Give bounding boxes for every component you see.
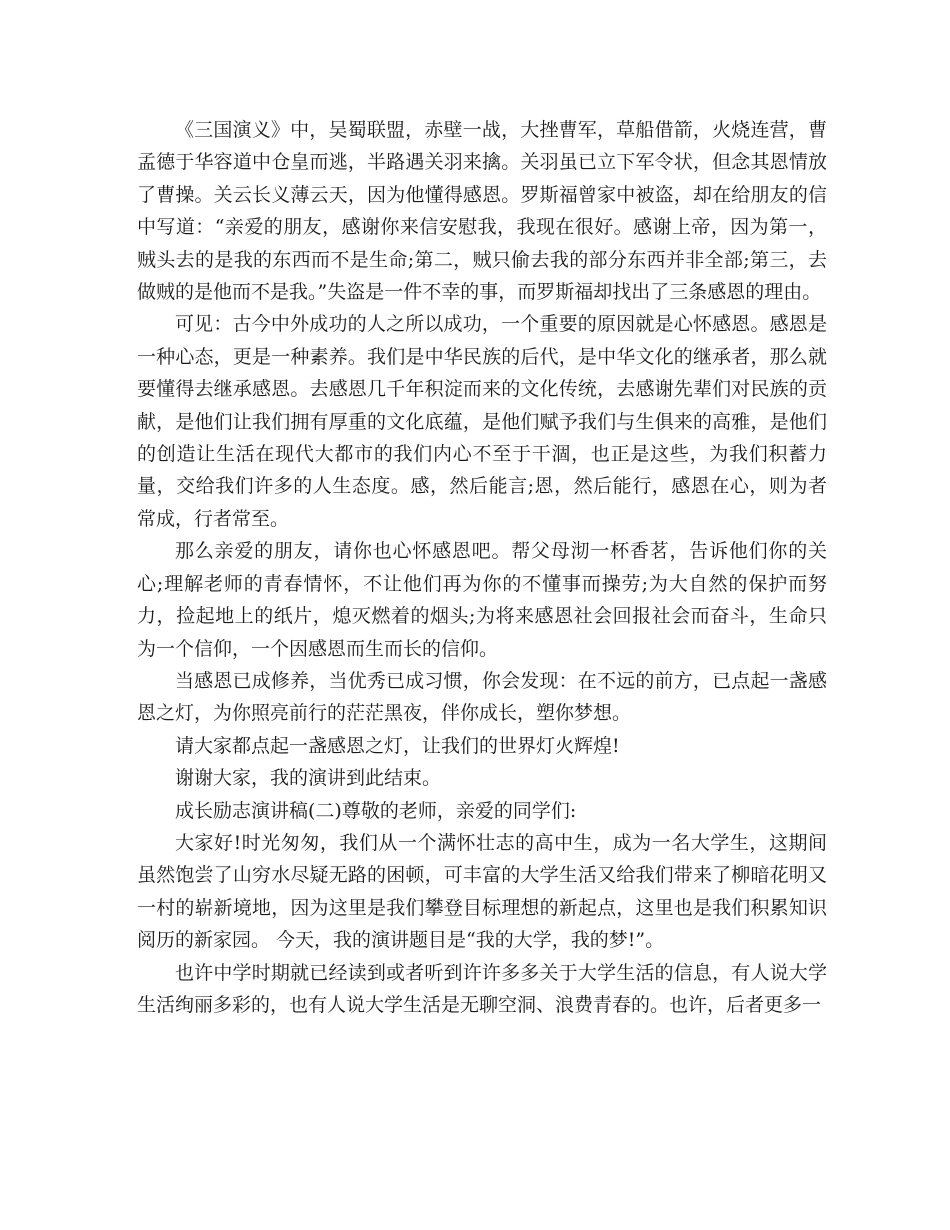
paragraph-7: 成长励志演讲稿(二)尊敬的老师，亲爱的同学们:: [175, 799, 577, 822]
paragraph-6: 谢谢大家，我的演讲到此结束。: [175, 767, 442, 790]
paragraph-3: 那么亲爱的朋友，请你也心怀感恩吧。帮父母沏一杯香茗，告诉他们你的关心;理解老师的青春情怀，不让他们再为你的不懂事而操劳;为大自然的保护而努力，捡起地上的纸片，熄灭燃着的烟头;为将来感恩社会回报社会而奋斗，生命只为一个信仰，一个因感恩而生而长的信仰。: [137, 540, 827, 660]
paragraph-9: 也许中学时期就已经读到或者听到许许多多关于大学生活的信息，有人说大学生活绚丽多彩的，也有人说大学生活是无聊空洞、浪费青春的。也许，后者更多一: [137, 961, 827, 1016]
paragraph-8: 大家好!时光匆匆，我们从一个满怀壮志的高中生，成为一名大学生，这期间虽然饱尝了山穷水尽疑无路的困顿，可丰富的大学生活又给我们带来了柳暗花明又一村的崭新境地，因为这里是我们攀登目标理想的新起点，这里也是我们积累知识阅历的新家园。 今天，我的演讲题目是“我的大学，我的梦!”。: [137, 831, 827, 952]
paragraph-4: 当感恩已成修养，当优秀已成习惯，你会发现：在不远的前方，已点起一盏感恩之灯，为你照亮前行的茫茫黑夜，伴你成长，塑你梦想。: [137, 669, 827, 725]
document-page: [137, 114, 827, 1021]
paragraph-5: 请大家都点起一盏感恩之灯，让我们的世界灯火辉煌!: [175, 734, 620, 757]
paragraph-2: 可见：古今中外成功的人之所以成功，一个重要的原因就是心怀感恩。感恩是一种心态，更是一种素养。我们是中华民族的后代，是中华文化的继承者，那么就要懂得去继承感恩。去感恩几千年积淀而来的文化传统，去感谢先辈们对民族的贡献，是他们让我们拥有厚重的文化底蕴，是他们赋予我们与生俱来的高雅，是他们的创造让生活在现代大都市的我们内心不至于干涸，也正是这些，为我们积蓄力量，交给我们许多的人生态度。感，然后能言;恩，然后能行，感恩在心，则为者常成，行者常至。: [137, 313, 827, 530]
paragraph-1: 《三国演义》中，吴蜀联盟，赤壁一战，大挫曹军，草船借箭，火烧连营，曹孟德于华容道中仓皇而逃，半路遇关羽来擒。关羽虽已立下军令状，但念其恩情放了曹操。关云长义薄云天，因为他懂得感恩。罗斯福曾家中被盗，却在给朋友的信中写道：“亲爱的朋友，感谢你来信安慰我，我现在很好。感谢上帝，因为第一，贼头去的是我的东西而不是生命;第二，贼只偷去我的部分东西并非全部;第三，去做贼的是他而不是我。”失盗是一件不幸的事，而罗斯福却找出了三条感恩的理由。: [137, 119, 827, 304]
